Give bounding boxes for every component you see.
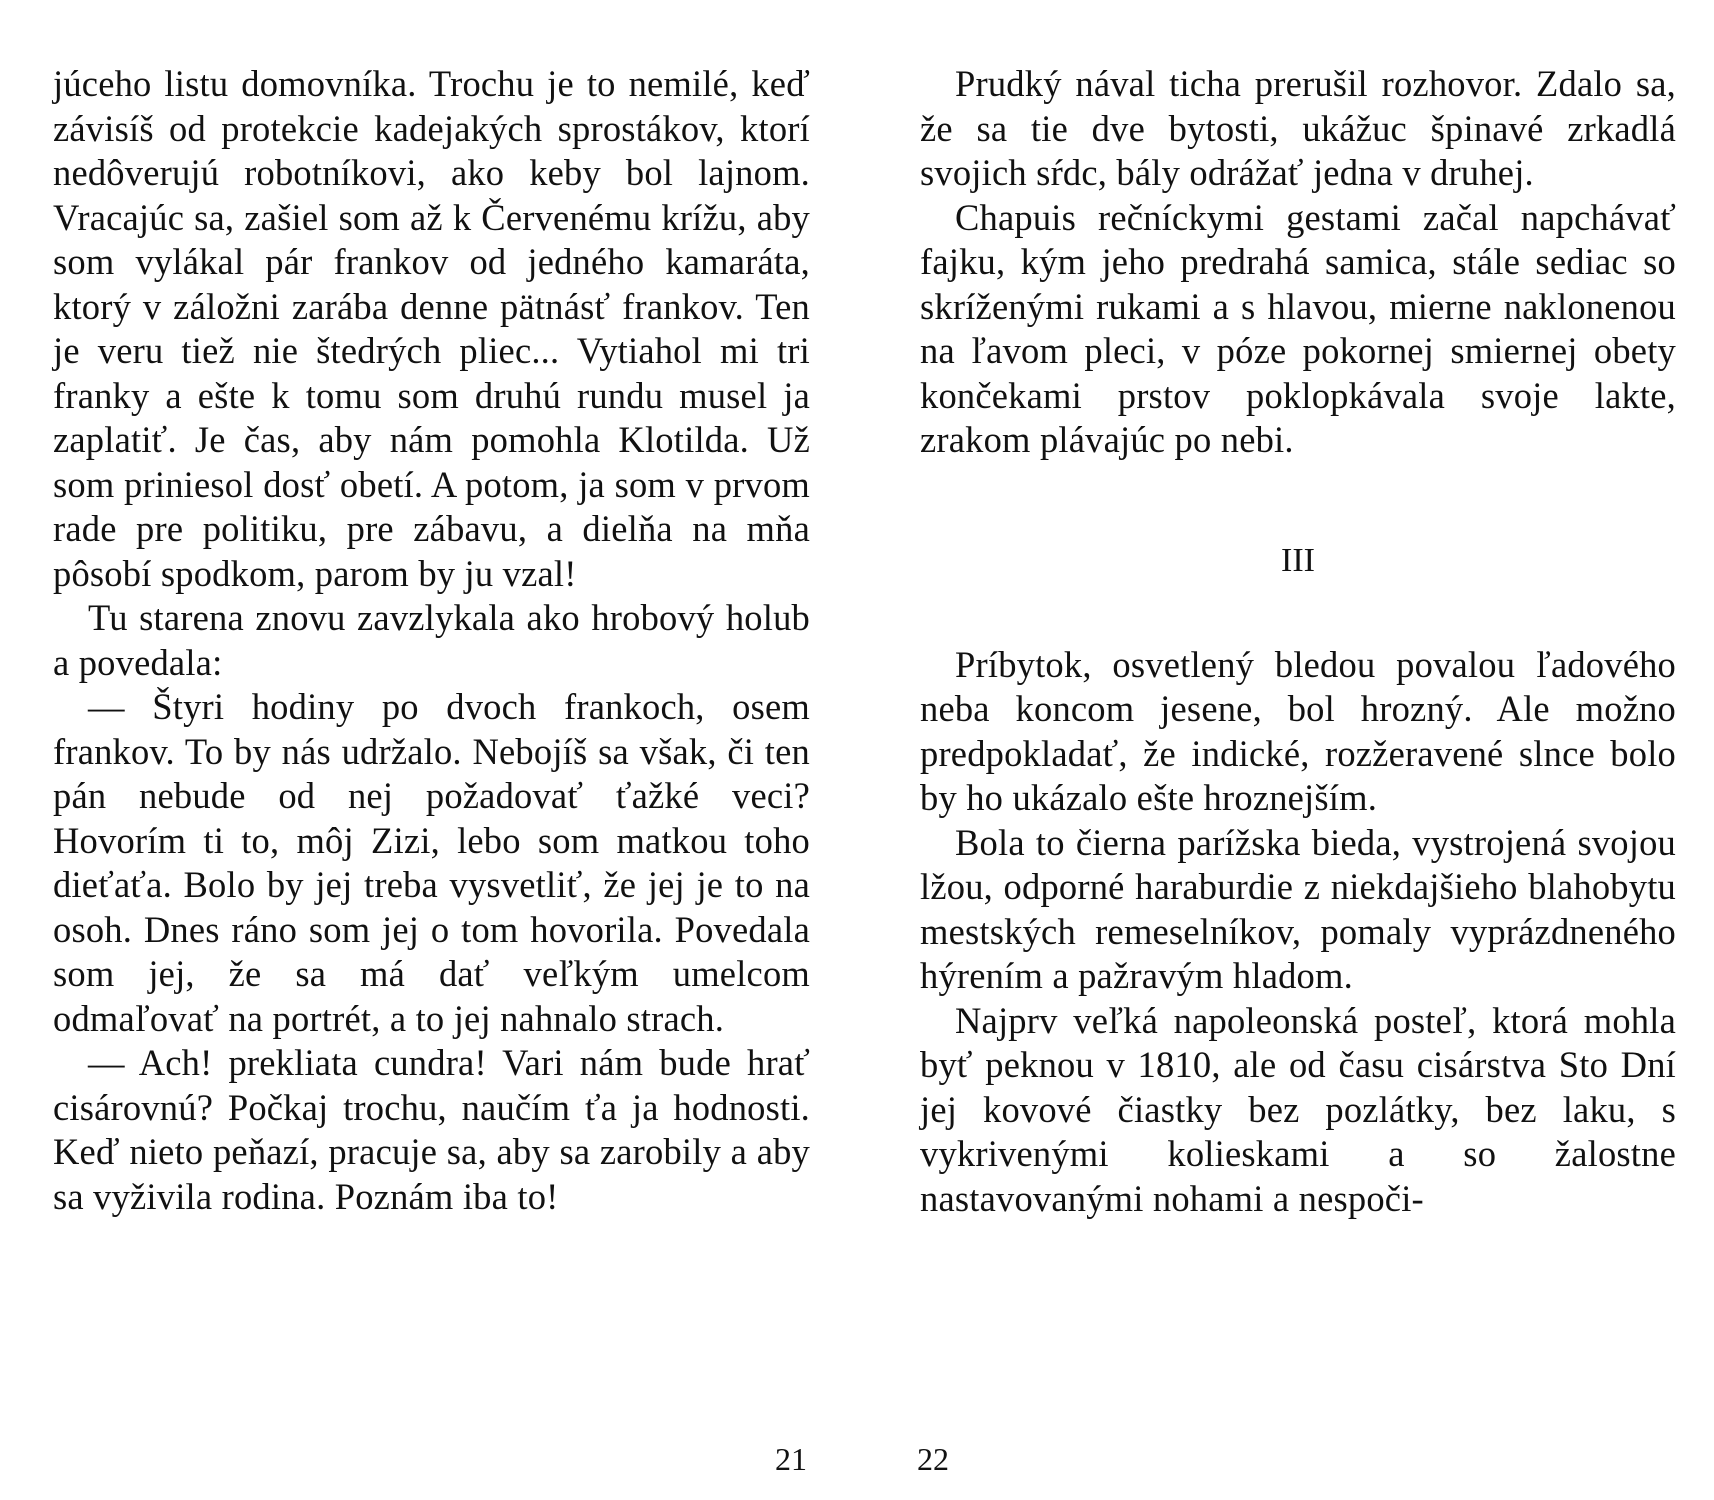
left-paragraph-2: Tu starena znovu zavzlykala ako hrobový holub a povedala: [53, 597, 810, 683]
right-page-number: 22 [917, 1441, 949, 1477]
left-text-column [53, 62, 810, 1219]
left-paragraph-1: júceho listu domovníka. Trochu je to nemilé, keď závisíš od protekcie kadejakých sprostákov, ktorí nedôverujú robotníkovi, ako keby bol lajnom. Vracajúc sa, zašiel som až k Červenému krížu, aby som vylákal pár frankov od jedného kamaráta, ktorý v záložni zarába denne pätnásť frankov. Ten je veru tiež nie štedrých pliec... Vytiahol mi tri franky a ešte k tomu som druhú rundu musel ja zaplatiť. Je čas, aby nám pomohla Klotilda. Už som priniesol dosť obetí. A potom, ja som v prvom rade pre politiku, pre zábavu, a dielňa na mňa pôsobí spodkom, parom by ju vzal! [53, 63, 810, 594]
left-page-number: 21 [775, 1441, 807, 1477]
chapter-spacer-top [920, 463, 1676, 539]
left-paragraph-3: — Štyri hodiny po dvoch frankoch, osem frankov. To by nás udržalo. Nebojíš sa však, či ten pán nebude od nej požadovať ťažké veci? Hovorím ti to, môj Zizi, lebo som matkou toho dieťaťa. Bolo by jej treba vysvetliť, že jej je to na osoh. Dnes ráno som jej o tom hovorila. Povedala som jej, že sa má dať veľkým umelcom odmaľovať na portrét, a to jej nahnalo strach. [53, 686, 810, 1039]
chapter-spacer-bottom [920, 583, 1676, 643]
right-paragraph-2: Chapuis rečníckymi gestami začal napchávať fajku, kým jeho predrahá samica, stále sediac so skríženými rukami a s hlavou, mierne naklonenou na ľavom pleci, v póze pokornej smiernej obety končekami prstov poklopkávala svoje lakte, zrakom plávajúc po nebi. [920, 196, 1676, 460]
right-text-column [920, 62, 1676, 1221]
right-paragraph-4: Bola to čierna parížska bieda, vystrojená svojou lžou, odporné haraburdie z niekdajšieho blahobytu mestských remeselníkov, pomaly vyprázdneného hýrením a pažravým hladom. [920, 821, 1676, 996]
right-paragraph-5: Najprv veľká napoleonská posteľ, ktorá mohla byť peknou v 1810, ale od času cisárstva Sto Dní jej kovové čiastky bez pozlátky, bez laku, s vykrivenými kolieskami a so žalostne nastavovanými nohami a nespoči- [920, 999, 1676, 1219]
right-page [857, 0, 1714, 1500]
left-paragraph-4: — Ach! prekliata cundra! Vari nám bude hrať cisárovnú? Počkaj trochu, naučím ťa ja hodnosti. Keď nieto peňazí, pracuje sa, aby sa zarobily a aby sa vyživila rodina. Poznám iba to! [53, 1042, 810, 1217]
right-paragraph-1: Prudký nával ticha prerušil rozhovor. Zdalo sa, že sa tie dve bytosti, ukážuc špinavé zrkadlá svojich sŕdc, bály odrážať jedna v druhej. [920, 63, 1676, 193]
chapter-heading: III [1281, 541, 1315, 579]
right-paragraph-3: Príbytok, osvetlený bledou povalou ľadového neba koncom jesene, bol hrozný. Ale možno predpokladať, že indické, rozžeravené slnce bolo by ho ukázalo ešte hroznejším. [920, 643, 1676, 818]
